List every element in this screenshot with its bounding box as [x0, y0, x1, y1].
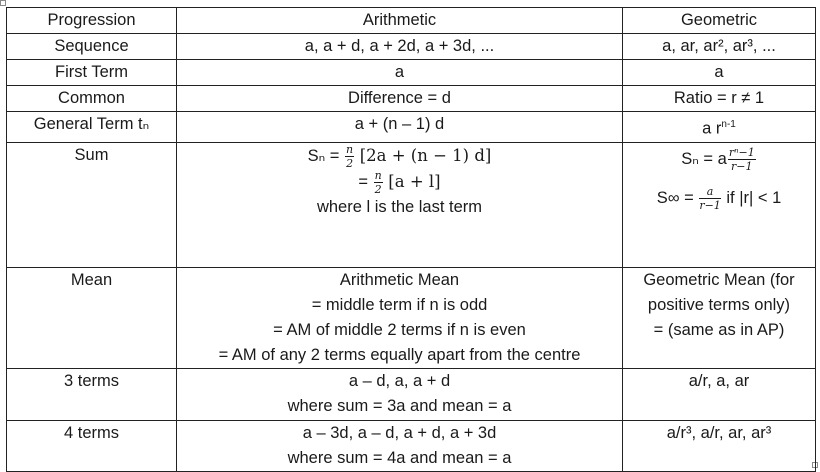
sum-gp-fraction-1-den: r−1	[731, 159, 753, 173]
three-terms-ap-line: a – d, a, a + d	[348, 371, 451, 390]
four-terms-ap	[177, 420, 623, 471]
mean-gp-line: Geometric Mean (for	[643, 270, 795, 289]
sum-ap	[177, 142, 623, 267]
sum-gp-formula-1	[627, 147, 811, 172]
sum-gp-fraction-2-den: r−1	[699, 198, 721, 212]
sum-ap-prefix-1: Sₙ =	[307, 146, 340, 165]
sum-gp-suffix-2: if |r| < 1	[726, 188, 782, 207]
first-term-ap: a	[177, 60, 623, 86]
sequence-ap: a, a + d, a + 2d, a + 3d, ...	[177, 34, 623, 60]
common-ap: Difference = d	[177, 86, 623, 112]
sum-ap-fraction-2-num: n	[374, 168, 382, 182]
resize-handle-top-left[interactable]	[0, 0, 6, 6]
sequence-row	[7, 34, 816, 60]
general-term-gp-base: a r	[702, 119, 722, 138]
sum-gp-prefix-1: Sₙ = a	[681, 149, 727, 168]
sum-ap-formula-2	[181, 169, 618, 195]
general-term-gp-exponent: n-1	[721, 119, 736, 130]
four-terms-gp: a/r³, a/r, ar, ar³	[623, 420, 816, 471]
first-term-label: First Term	[7, 60, 177, 86]
three-terms-label: 3 terms	[7, 368, 177, 420]
common-gp: Ratio = r ≠ 1	[623, 86, 816, 112]
three-terms-ap	[177, 368, 623, 420]
mean-label: Mean	[7, 267, 177, 368]
sum-label: Sum	[7, 142, 177, 267]
progression-table	[6, 7, 816, 472]
sum-gp-fraction-2-num: a	[699, 186, 720, 199]
sum-gp-prefix-2: S∞ =	[656, 188, 694, 207]
general-term-ap: a + (n – 1) d	[177, 112, 623, 143]
mean-gp	[623, 267, 816, 368]
sum-gp-formula-2	[627, 186, 811, 211]
header-arithmetic: Arithmetic	[177, 8, 623, 34]
common-label: Common	[7, 86, 177, 112]
four-terms-row	[7, 420, 816, 471]
mean-row	[7, 267, 816, 368]
sum-row	[7, 142, 816, 267]
general-term-row	[7, 112, 816, 143]
three-terms-ap-line: where sum = 3a and mean = a	[287, 396, 512, 415]
sum-gp-fraction-2	[699, 186, 720, 211]
sum-ap-fraction-1-num: n	[346, 142, 354, 156]
sum-gp-fraction-1	[728, 147, 756, 172]
mean-ap-line: = AM of any 2 terms equally apart from the centre	[218, 345, 581, 364]
sum-gp-fraction-1-num: rⁿ−1	[728, 145, 755, 159]
common-row	[7, 86, 816, 112]
four-terms-ap-line: a – 3d, a – d, a + d, a + 3d	[302, 423, 497, 442]
sum-ap-formula-1	[181, 143, 618, 169]
three-terms-row	[7, 368, 816, 420]
sum-ap-fraction-1-den: 2	[346, 156, 354, 170]
first-term-row	[7, 60, 816, 86]
header-progression: Progression	[7, 8, 177, 34]
four-terms-label: 4 terms	[7, 420, 177, 471]
sum-ap-expr-1: [2a + (n − 1) d]	[359, 145, 492, 165]
four-terms-ap-line: where sum = 4a and mean = a	[287, 448, 512, 467]
mean-gp-line: positive terms only)	[647, 295, 791, 314]
header-row	[7, 8, 816, 34]
sequence-label: Sequence	[7, 34, 177, 60]
sequence-gp: a, ar, ar², ar³, ...	[623, 34, 816, 60]
sum-ap-note: where l is the last term	[316, 197, 483, 216]
sum-ap-fraction-2	[374, 170, 383, 195]
sum-ap-prefix-2: =	[358, 172, 369, 191]
mean-ap-line: Arithmetic Mean	[339, 270, 460, 289]
header-geometric: Geometric	[623, 8, 816, 34]
mean-gp-line: = (same as in AP)	[653, 320, 785, 339]
general-term-label: General Term tₙ	[7, 112, 177, 143]
sum-ap-fraction-1	[345, 144, 354, 169]
sum-ap-fraction-2-den: 2	[374, 182, 382, 196]
mean-ap-line: = AM of middle 2 terms if n is even	[273, 320, 526, 339]
sum-gp	[623, 142, 816, 267]
mean-ap	[177, 267, 623, 368]
mean-ap-line: = middle term if n is odd	[311, 295, 488, 314]
three-terms-gp: a/r, a, ar	[623, 368, 816, 420]
first-term-gp: a	[623, 60, 816, 86]
sum-ap-expr-2: [a + l]	[388, 171, 441, 191]
general-term-gp	[623, 112, 816, 143]
